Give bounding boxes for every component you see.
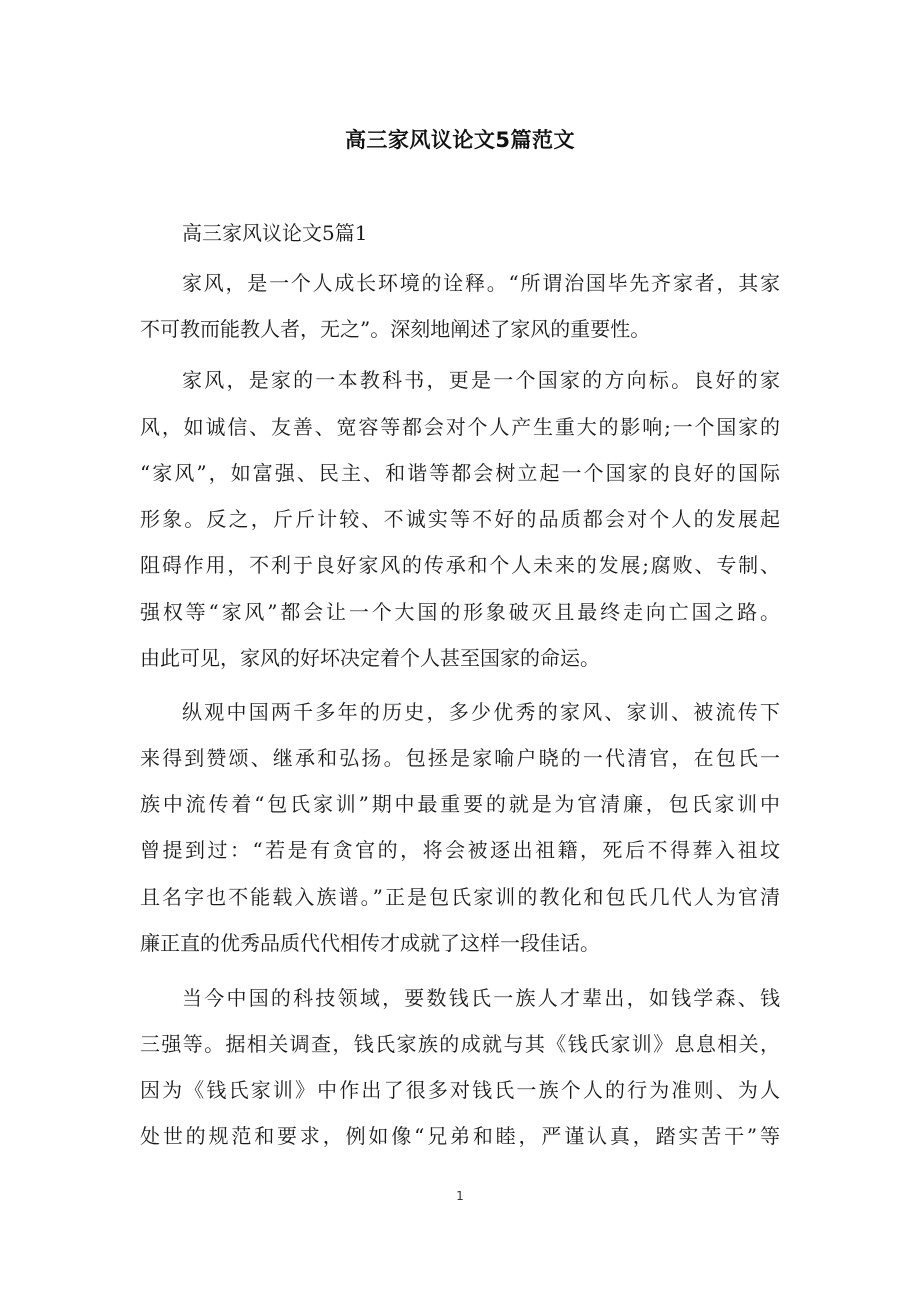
paragraph-2-line-3: “家风”，如富强、民主、和谐等都会树立起一个国家的良好的国际 (140, 461, 780, 485)
paragraph-4-line-2: 三强等。据相关调查，钱氏家族的成就与其《钱氏家训》息息相关， (140, 1032, 780, 1056)
paragraph-3-line-5: 且名字也不能载入族谱。”正是包氏家训的教化和包氏几代人为官清 (140, 885, 780, 909)
paragraph-3-line-2: 来得到赞颂、继承和弘扬。包拯是家喻户晓的一代清官，在包氏一 (140, 746, 780, 770)
paragraph-3-line-6: 廉正直的优秀品质代代相传才成就了这样一段佳话。 (140, 931, 600, 955)
paragraph-4-line-1: 当今中国的科技领域，要数钱氏一族人才辈出，如钱学森、钱 (182, 986, 780, 1010)
document-title: 高三家风议论文5篇范文 (344, 128, 576, 152)
page-number: 1 (456, 1189, 464, 1203)
paragraph-2-line-1: 家风，是家的一本教科书，更是一个国家的方向标。良好的家 (182, 368, 780, 392)
paragraph-1-line-2: 不可教而能教人者，无之”。深刻地阐述了家风的重要性。 (140, 317, 651, 341)
paragraph-1-line-1: 家风，是一个人成长环境的诠释。“所谓治国毕先齐家者，其家 (182, 271, 780, 295)
paragraph-2-line-5: 阻碍作用，不利于良好家风的传承和个人未来的发展;腐败、专制、 (140, 553, 780, 577)
paragraph-3-line-1: 纵观中国两千多年的历史，多少优秀的家风、家训、被流传下 (182, 700, 780, 724)
paragraph-3-line-4: 曾提到过：“若是有贪官的，将会被逐出祖籍，死后不得葬入祖坟 (140, 838, 780, 862)
paragraph-3-line-3: 族中流传着“包氏家训”期中最重要的就是为官清廉，包氏家训中 (140, 792, 780, 816)
section-heading: 高三家风议论文5篇1 (182, 221, 368, 245)
paragraph-2-line-4: 形象。反之，斤斤计较、不诚实等不好的品质都会对个人的发展起 (140, 507, 780, 531)
paragraph-4-line-3: 因为《钱氏家训》中作出了很多对钱氏一族个人的行为准则、为人 (140, 1078, 780, 1102)
paragraph-4-line-4: 处世的规范和要求，例如像“兄弟和睦，严谨认真，踏实苦干”等 (140, 1124, 780, 1148)
paragraph-2-line-2: 风，如诚信、友善、宽容等都会对个人产生重大的影响;一个国家的 (140, 415, 780, 439)
paragraph-2-line-7: 由此可见，家风的好坏决定着个人甚至国家的命运。 (140, 646, 600, 670)
paragraph-2-line-6: 强权等“家风”都会让一个大国的形象破灭且最终走向亡国之路。 (140, 600, 780, 624)
